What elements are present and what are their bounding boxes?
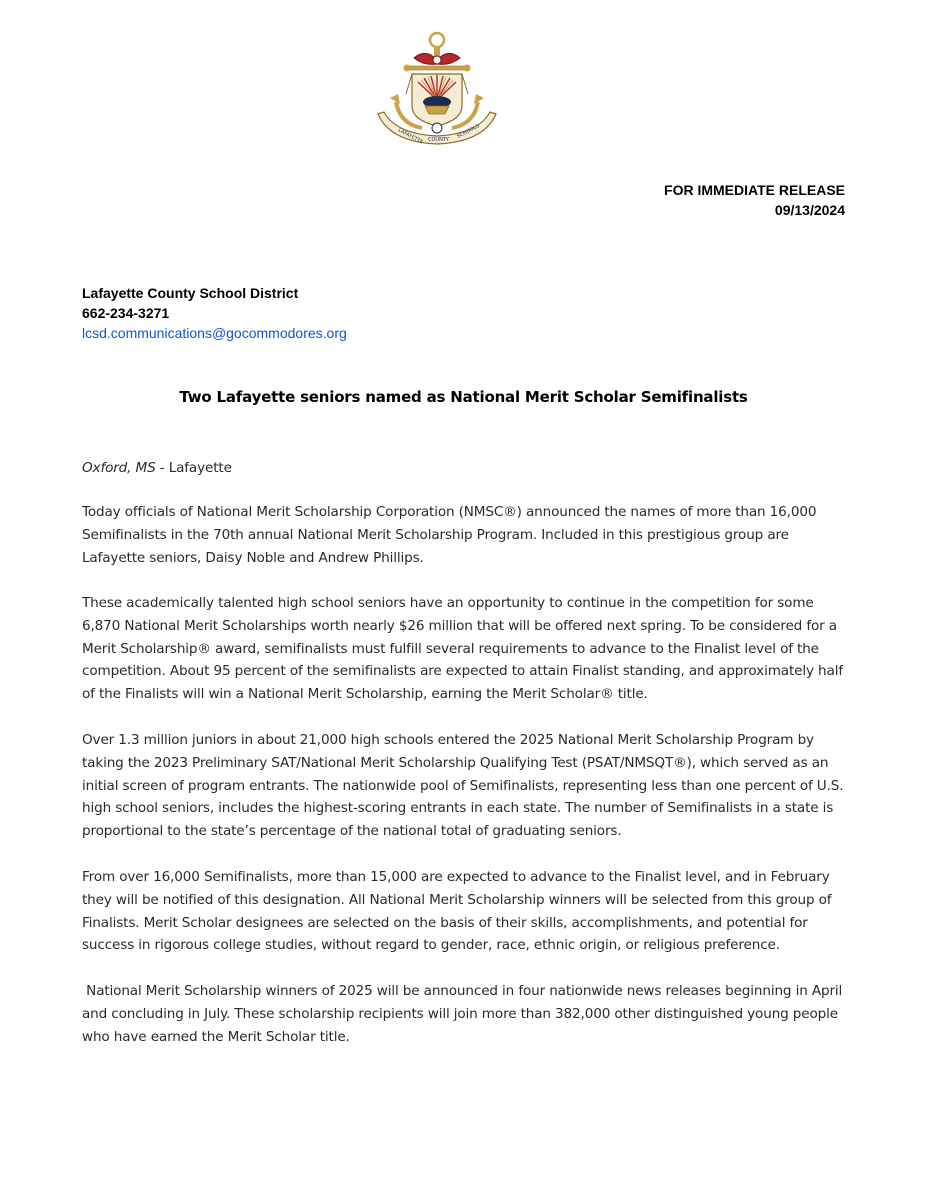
release-label: FOR IMMEDIATE RELEASE bbox=[664, 182, 845, 198]
dateline-separator: - bbox=[155, 460, 169, 476]
contact-phone: 662-234-3271 bbox=[82, 305, 170, 321]
body-paragraph-4: From over 16,000 Semifinalists, more than 15,000 are expected to advance to the Finalist level, and in February they will be notified of this designation. All National Merit Scholarship winners will be selected from this group of Finalists. Merit Scholar designees are selected on the basis of their skills, accomplishments, and potential for success in rigorous college studies, without regard to gender, race, ethnic origin, or religious preference. bbox=[82, 869, 832, 954]
body-paragraph-5: National Merit Scholarship winners of 2025 will be announced in four nationwide news releases beginning in April and concluding in July. These scholarship recipients will join more than 382,000 other distinguished young people who have earned the Merit Scholar title. bbox=[82, 983, 847, 1045]
dateline bbox=[82, 457, 852, 480]
release-date: 09/13/2024 bbox=[774, 202, 845, 218]
seal-text-lafayette: LAFAYETTE bbox=[397, 127, 424, 146]
anchor-seal-icon bbox=[370, 28, 505, 148]
seal-text-schools: SCHOOLS bbox=[456, 123, 481, 140]
contact-email-link[interactable]: lcsd.communications@gocommodores.org bbox=[82, 325, 347, 341]
body-paragraph-3: Over 1.3 million juniors in about 21,000 high schools entered the 2025 National Merit Scholarship Program by taking the 2023 Preliminary SAT/National Merit Scholarship Qualifying Test (PSAT/NMSQT®), which served as an initial screen of program entrants. The nationwide pool of Semifinalists, representing less than one percent of U.S. high school seniors, includes the highest-scoring entrants in each state. The number of Semifinalists in a state is proportional to the state’s percentage of the national total of graduating seniors. bbox=[82, 732, 844, 840]
body-paragraph-1: Today officials of National Merit Scholarship Corporation (NMSC®) announced the names of more than 16,000 Semifinalists in the 70th annual National Merit Scholarship Program. Included in this prestigious group are Lafayette seniors, Daisy Noble and Andrew Phillips. bbox=[82, 504, 817, 566]
release-block bbox=[664, 180, 845, 220]
headline: Two Lafayette seniors named as National Merit Scholar Semifinalists bbox=[179, 388, 748, 406]
body-paragraph-2: These academically talented high school seniors have an opportunity to continue in the competition for some 6,870 National Merit Scholarships worth nearly $26 million that will be offered next spring. To be considered for a Merit Scholarship® award, semifinalists must fulfill several requirements to advance to the Finalist level of the competition. About 95 percent of the semifinalists are expected to attain Finalist standing, and approximately half of the Finalists will win a National Merit Scholarship, earning the Merit Scholar® title. bbox=[82, 595, 843, 703]
dateline-source: Lafayette bbox=[168, 460, 232, 476]
dateline-location: Oxford, MS bbox=[82, 460, 156, 476]
contact-block bbox=[82, 283, 347, 343]
seal-text-county: COUNTY bbox=[428, 137, 449, 143]
district-seal-logo bbox=[370, 28, 505, 148]
organization-name: Lafayette County School District bbox=[82, 285, 299, 301]
